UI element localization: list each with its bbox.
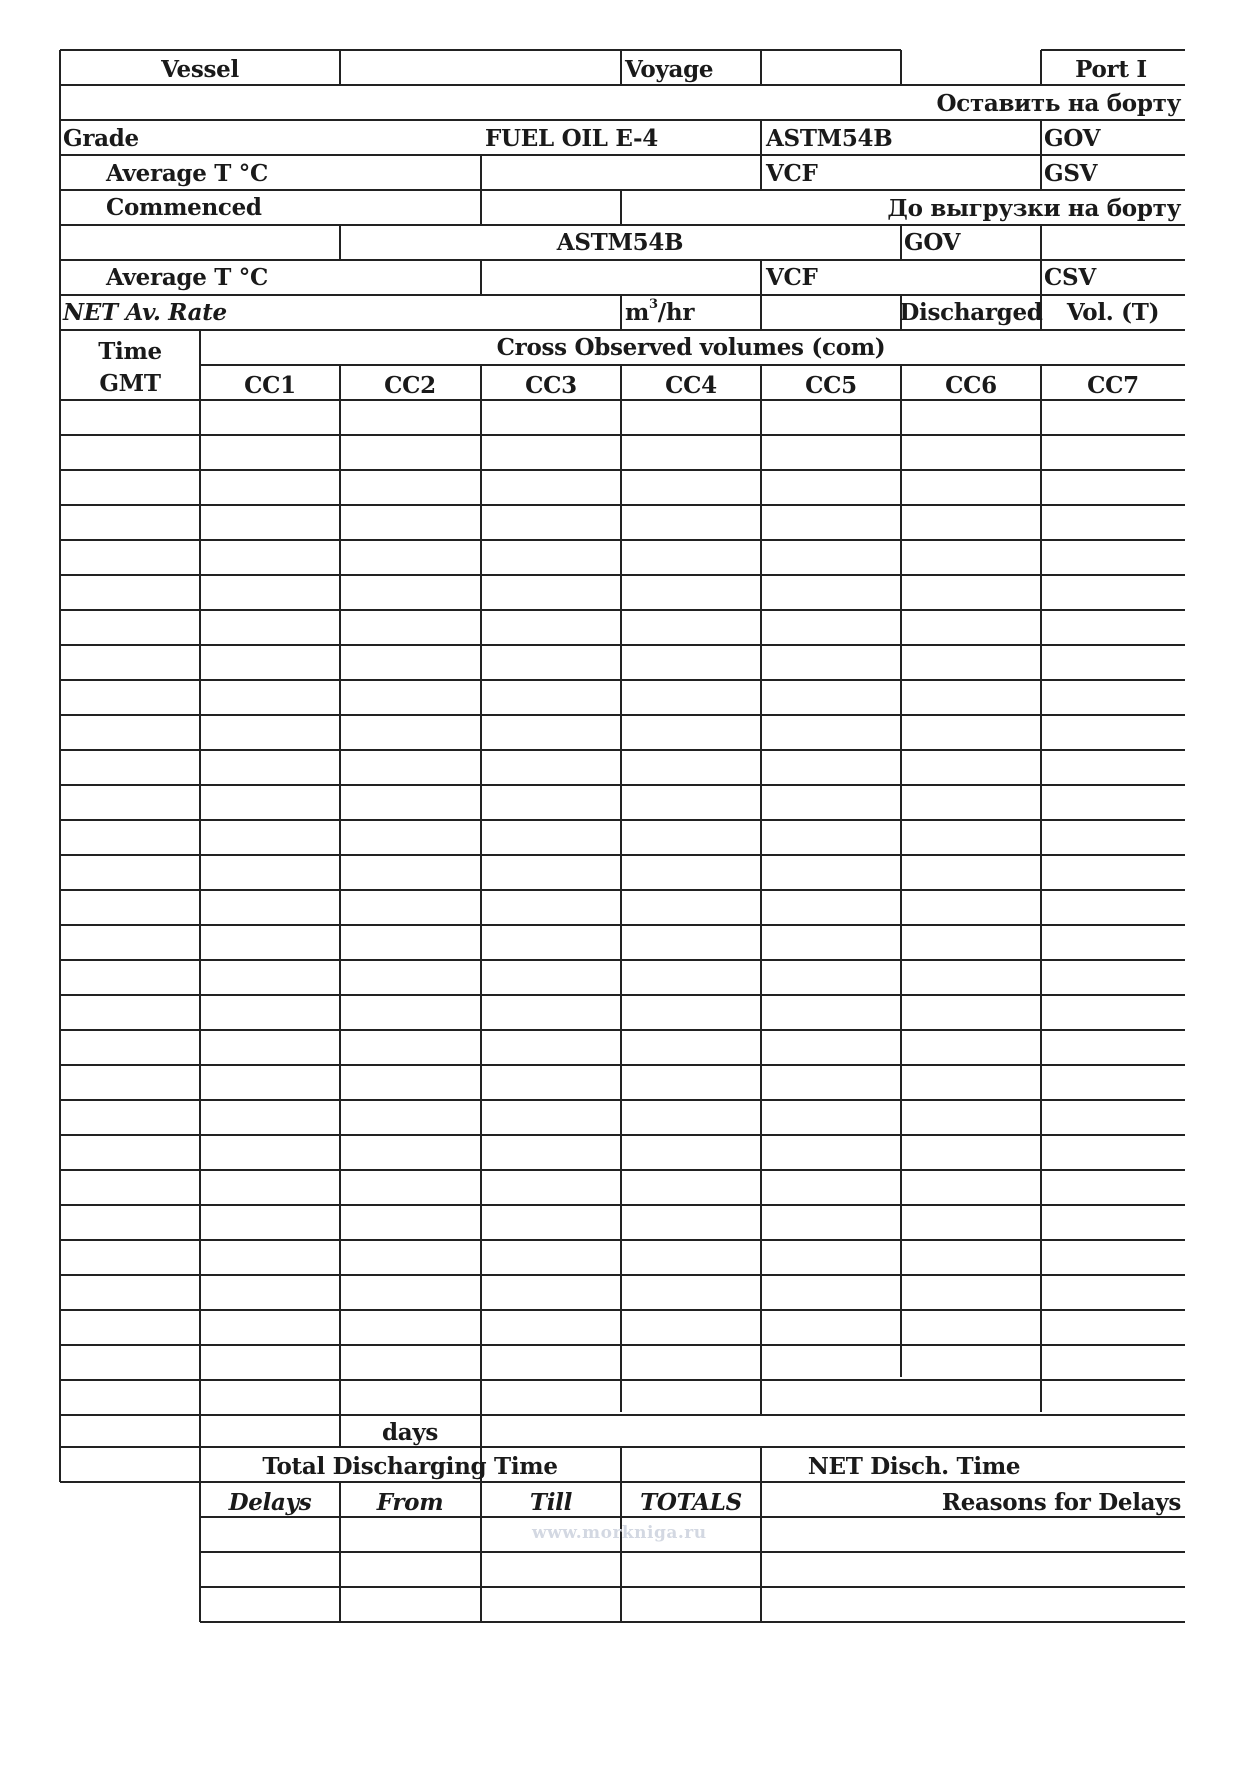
column-cc2: CC2 [384,372,436,399]
days-label: days [381,1419,439,1446]
gov-label: GOV [1044,125,1101,152]
commenced-label: Commenced [106,194,262,221]
gov-label-2: GOV [904,229,961,256]
net-disch-time-label: NET Disch. Time [807,1453,1021,1480]
cross-observed-volumes-title: Cross Observed volumes (com) [496,334,886,361]
vcf-label-2: VCF [766,264,818,291]
discharged-label: Discharged [899,299,1043,326]
port-label: Port I [1075,56,1147,83]
gsv-label: GSV [1044,160,1098,187]
astm-table-label-2: ASTM54B [556,229,684,256]
time-label: Time [98,338,162,365]
total-discharging-time-label: Total Discharging Time [262,1453,558,1480]
vessel-label: Vessel [161,56,239,83]
column-cc1: CC1 [244,372,296,399]
vol-t-label: Vol. (T) [1066,299,1160,326]
remain-on-board-title: Оставить на борту [936,90,1181,117]
voyage-label: Voyage [625,56,714,83]
astm-table-label: ASTM54B [766,125,893,152]
totals-label: TOTALS [640,1489,742,1516]
column-cc3: CC3 [525,372,577,399]
average-temp-label-2: Average T °C [106,264,268,291]
vcf-label: VCF [766,160,818,187]
from-label: From [376,1489,444,1516]
column-cc6: CC6 [945,372,997,399]
till-label: Till [529,1489,573,1516]
net-av-rate-label: NET Av. Rate [63,299,227,326]
column-cc4: CC4 [665,372,717,399]
gmt-label: GMT [99,370,161,397]
column-cc7: CC7 [1087,372,1139,399]
average-temp-label: Average T °C [106,160,268,187]
delays-label: Delays [228,1489,312,1516]
grade-label: Grade [63,125,139,152]
grade-value: FUEL OIL E-4 [485,125,658,152]
before-discharge-title: До выгрузки на борту [887,195,1181,222]
watermark: www.morkniga.ru [532,1523,707,1543]
column-cc5: CC5 [805,372,857,399]
csv-label: CSV [1044,264,1096,291]
rate-unit: $m^3/hr$ [625,297,695,326]
reasons-for-delays-label: Reasons for Delays [941,1489,1181,1516]
